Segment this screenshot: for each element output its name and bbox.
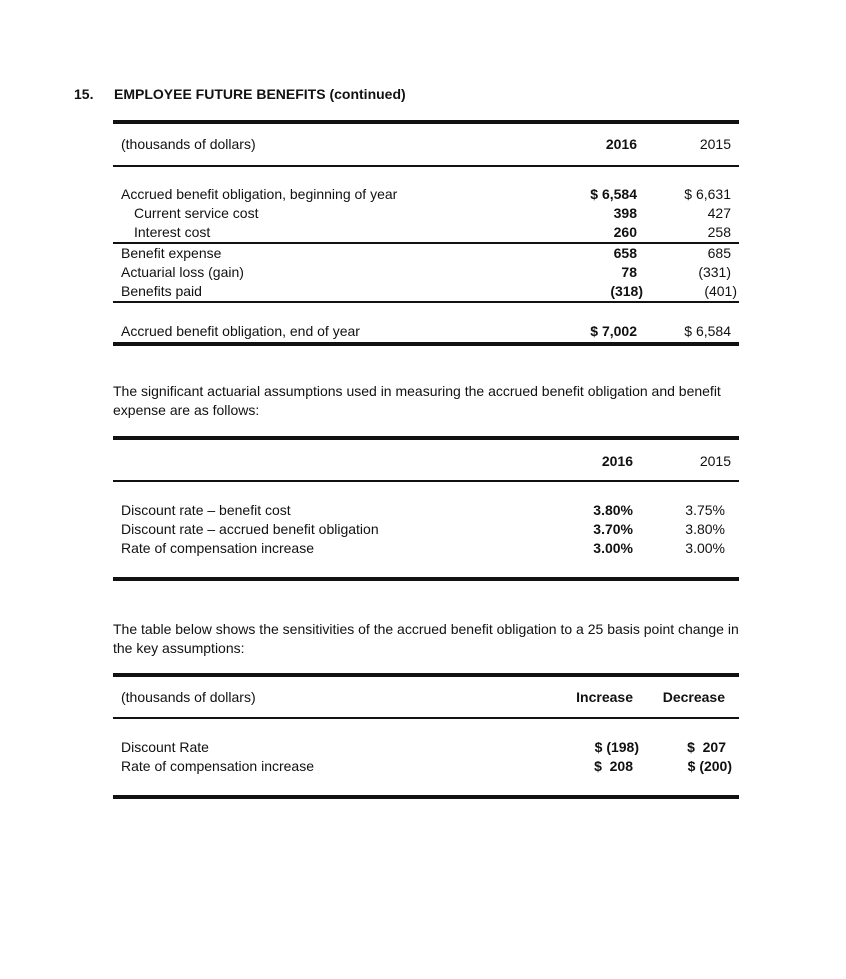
section-title: EMPLOYEE FUTURE BENEFITS (continued)	[114, 86, 406, 102]
table-bottom-rule	[113, 342, 739, 346]
value-2015: 3.75%	[685, 502, 725, 518]
table-row	[113, 520, 739, 539]
header-2015: 2015	[699, 136, 731, 152]
header-2016: 2016	[605, 136, 637, 152]
value-2016: 3.80%	[593, 502, 633, 518]
value-2015: 3.80%	[685, 521, 725, 537]
header-2016: 2016	[601, 453, 633, 469]
value-decrease: $ (200)	[687, 758, 732, 774]
value-2016: $ 7,002	[590, 323, 637, 339]
row-label: Rate of compensation increase	[121, 540, 314, 556]
table-row	[113, 738, 739, 757]
value-2015: 427	[707, 205, 731, 221]
header-rule	[113, 480, 739, 482]
row-label: Actuarial loss (gain)	[121, 264, 244, 280]
table-row	[113, 204, 739, 223]
assumptions-table	[113, 436, 739, 586]
table-row	[113, 501, 739, 520]
value-2016: 658	[613, 245, 637, 261]
header-label: (thousands of dollars)	[121, 136, 256, 152]
table-bottom-rule	[113, 577, 739, 581]
value-2016: 260	[613, 224, 637, 240]
header-rule	[113, 165, 739, 167]
value-2015: (331)	[698, 264, 731, 280]
value-2016: 3.70%	[593, 521, 633, 537]
sensitivities-table	[113, 673, 739, 803]
value-2016: 398	[613, 205, 637, 221]
row-label: Benefit expense	[121, 245, 222, 261]
value-2015: $ 6,631	[684, 186, 731, 202]
row-label: Discount rate – accrued benefit obligation	[121, 521, 379, 537]
table-row	[113, 244, 739, 263]
value-increase: $ (198)	[594, 739, 639, 755]
table-row	[113, 223, 739, 242]
table-top-rule	[113, 673, 739, 677]
table-row	[113, 539, 739, 558]
benefit-obligation-table	[113, 120, 739, 350]
value-increase: $ 208	[594, 758, 633, 774]
value-2016: (318)	[610, 283, 643, 299]
row-label: Current service cost	[134, 205, 259, 221]
header-rule	[113, 717, 739, 719]
row-label: Rate of compensation increase	[121, 758, 314, 774]
total-rule	[113, 301, 739, 303]
value-2015: $ 6,584	[684, 323, 731, 339]
table-row	[113, 757, 739, 776]
value-2016: 3.00%	[593, 540, 633, 556]
section-number: 15.	[74, 86, 94, 102]
row-label: Accrued benefit obligation, end of year	[121, 323, 360, 339]
value-2015: 685	[707, 245, 731, 261]
header-decrease: Decrease	[662, 689, 725, 705]
row-label: Interest cost	[134, 224, 211, 240]
table-row	[113, 282, 739, 301]
table-header-row	[113, 135, 739, 154]
value-decrease: $ 207	[687, 739, 726, 755]
section-heading	[74, 86, 406, 102]
assumptions-paragraph: The significant actuarial assumptions used in measuring the accrued benefit obligation and benefit expense are as follows:	[113, 383, 721, 418]
table-row	[113, 185, 739, 204]
value-2015: (401)	[704, 283, 737, 299]
value-2015: 3.00%	[685, 540, 725, 556]
table-header-row	[113, 688, 739, 707]
row-label: Discount rate – benefit cost	[121, 502, 291, 518]
row-label: Benefits paid	[121, 283, 202, 299]
table-top-rule	[113, 120, 739, 124]
row-label: Accrued benefit obligation, beginning of year	[121, 186, 398, 202]
header-increase: Increase	[576, 689, 633, 705]
value-2016: $ 6,584	[590, 186, 637, 202]
header-label: (thousands of dollars)	[121, 689, 256, 705]
table-top-rule	[113, 436, 739, 440]
header-2015: 2015	[699, 453, 731, 469]
table-row-total	[113, 322, 739, 341]
table-row	[113, 263, 739, 282]
value-2015: 258	[707, 224, 731, 240]
table-header-row	[113, 452, 739, 471]
row-label: Discount Rate	[121, 739, 209, 755]
table-bottom-rule	[113, 795, 739, 799]
value-2016: 78	[621, 264, 637, 280]
sensitivities-paragraph: The table below shows the sensitivities of the accrued benefit obligation to a 25 basis point change in the key assumptions:	[113, 621, 739, 656]
